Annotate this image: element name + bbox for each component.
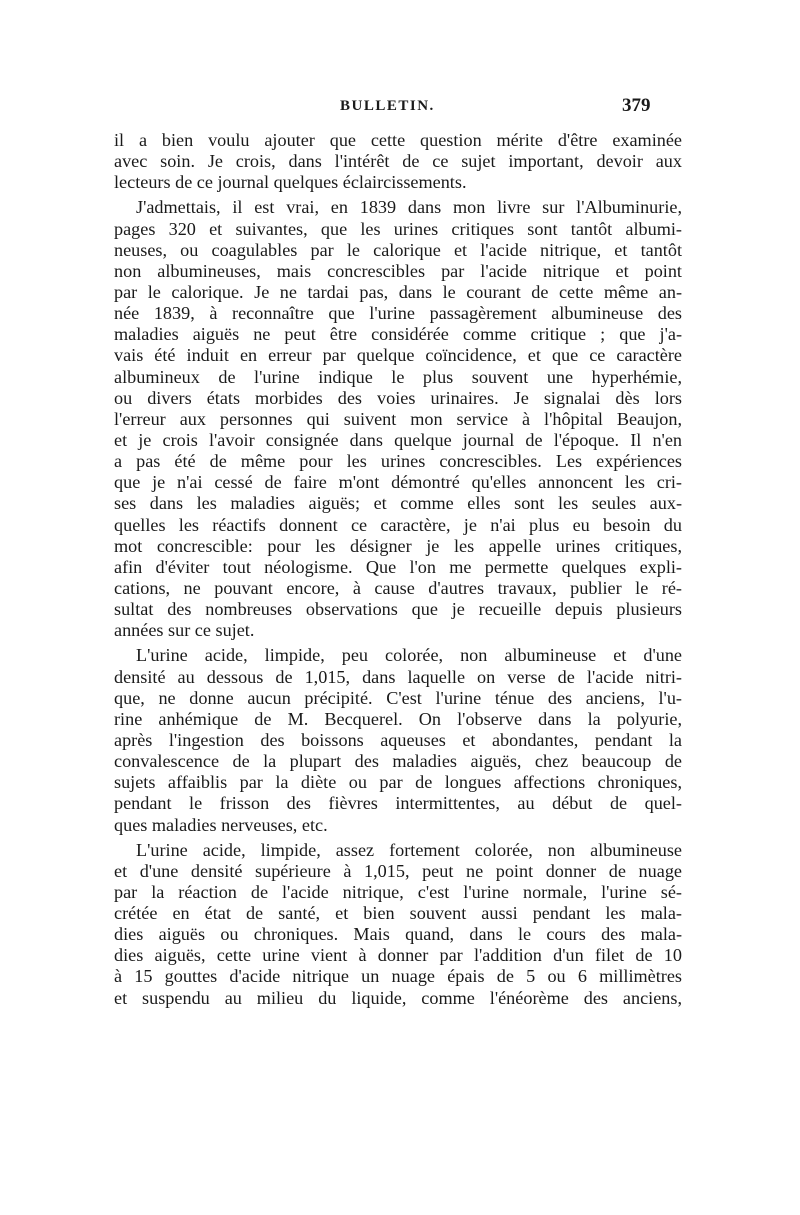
text-line: quelles les réactifs donnent ce caractère, je n'ai plus eu besoin du bbox=[114, 514, 682, 535]
text-line: après l'ingestion des boissons aqueuses et abondantes, pendant la bbox=[114, 729, 682, 750]
text-line: sujets affaiblis par la diète ou par de longues affections chroniques, bbox=[114, 772, 682, 793]
text-line: née 1839, à reconnaître que l'urine passagèrement albumineuse des bbox=[114, 303, 682, 324]
body-text bbox=[114, 130, 682, 1009]
text-line: ses dans les maladies aiguës; et comme elles sont les seules aux- bbox=[114, 493, 682, 514]
text-line: densité au dessous de 1,015, dans laquelle on verse de l'acide nitri- bbox=[114, 666, 682, 687]
text-line: il a bien voulu ajouter que cette question mérite d'être examinée bbox=[114, 130, 682, 150]
running-head: BULLETIN. bbox=[340, 98, 435, 114]
text-line: convalescence de la plupart des maladies aiguës, chez beaucoup de bbox=[114, 751, 682, 772]
text-line: ques maladies nerveuses, etc. bbox=[114, 814, 328, 835]
text-line: par le calorique. Je ne tardai pas, dans le courant de cette même an- bbox=[114, 281, 682, 302]
text-line: mot concrescible: pour les désigner je les appelle urines critiques, bbox=[114, 535, 682, 556]
text-line: non albumineuses, mais concrescibles par l'acide nitrique et point bbox=[114, 260, 682, 281]
text-line: à 15 gouttes d'acide nitrique un nuage épais de 5 ou 6 millimètres bbox=[114, 966, 682, 987]
text-line: et suspendu au milieu du liquide, comme l'énéorème des anciens, bbox=[114, 987, 682, 1008]
page-number: 379 bbox=[622, 95, 651, 116]
text-line: par la réaction de l'acide nitrique, c'est l'urine normale, l'urine sé- bbox=[114, 881, 682, 902]
text-line: que je n'ai cessé de faire m'ont démontré qu'elles annoncent les cri- bbox=[114, 472, 682, 493]
text-line: afin d'éviter tout néologisme. Que l'on me permette quelques expli- bbox=[114, 556, 682, 577]
text-line: années sur ce sujet. bbox=[114, 620, 255, 641]
text-line: l'erreur aux personnes qui suivent mon service à l'hôpital Beaujon, bbox=[114, 408, 682, 429]
text-line: L'urine acide, limpide, peu colorée, non albumineuse et d'une bbox=[136, 645, 682, 666]
text-line: dies aiguës ou chroniques. Mais quand, dans le cours des mala- bbox=[114, 924, 682, 945]
page-header bbox=[0, 95, 800, 122]
text-line: L'urine acide, limpide, assez fortement colorée, non albumineuse bbox=[136, 839, 682, 860]
text-line: que, ne donne aucun précipité. C'est l'urine ténue des anciens, l'u- bbox=[114, 687, 682, 708]
text-line: rine anhémique de M. Becquerel. On l'observe dans la polyurie, bbox=[114, 708, 682, 729]
text-line: et d'une densité supérieure à 1,015, peut ne point donner de nuage bbox=[114, 860, 682, 881]
text-line: neuses, ou coagulables par le calorique et l'acide nitrique, et tantôt bbox=[114, 239, 682, 260]
text-line: crétée en état de santé, et bien souvent aussi pendant les mala- bbox=[114, 903, 682, 924]
text-line: sultat des nombreuses observations que je recueille depuis plusieurs bbox=[114, 599, 682, 620]
text-line: dies aiguës, cette urine vient à donner par l'addition d'un filet de 10 bbox=[114, 945, 682, 966]
text-line: J'admettais, il est vrai, en 1839 dans mon livre sur l'Albuminurie, bbox=[136, 197, 682, 218]
text-line: cations, ne pouvant encore, à cause d'autres travaux, publier le ré- bbox=[114, 577, 682, 598]
text-line: lecteurs de ce journal quelques éclaircissements. bbox=[114, 172, 467, 193]
text-line: vais été induit en erreur par quelque coïncidence, et que ce caractère bbox=[114, 345, 682, 366]
text-line: pendant le frisson des fièvres intermittentes, au début de quel- bbox=[114, 793, 682, 814]
text-line: maladies aiguës ne peut être considérée comme critique ; que j'a- bbox=[114, 324, 682, 345]
text-line: ou divers états morbides des voies urinaires. Je signalai dès lors bbox=[114, 387, 682, 408]
text-line: a pas été de même pour les urines concrescibles. Les expériences bbox=[114, 451, 682, 472]
text-line: avec soin. Je crois, dans l'intérêt de ce sujet important, devoir aux bbox=[114, 151, 682, 172]
text-line: pages 320 et suivantes, que les urines critiques sont tantôt albumi- bbox=[114, 218, 682, 239]
text-line: et je crois l'avoir consignée dans quelque journal de l'époque. Il n'en bbox=[114, 429, 682, 450]
text-line: albumineux de l'urine indique le plus souvent une hyperhémie, bbox=[114, 366, 682, 387]
